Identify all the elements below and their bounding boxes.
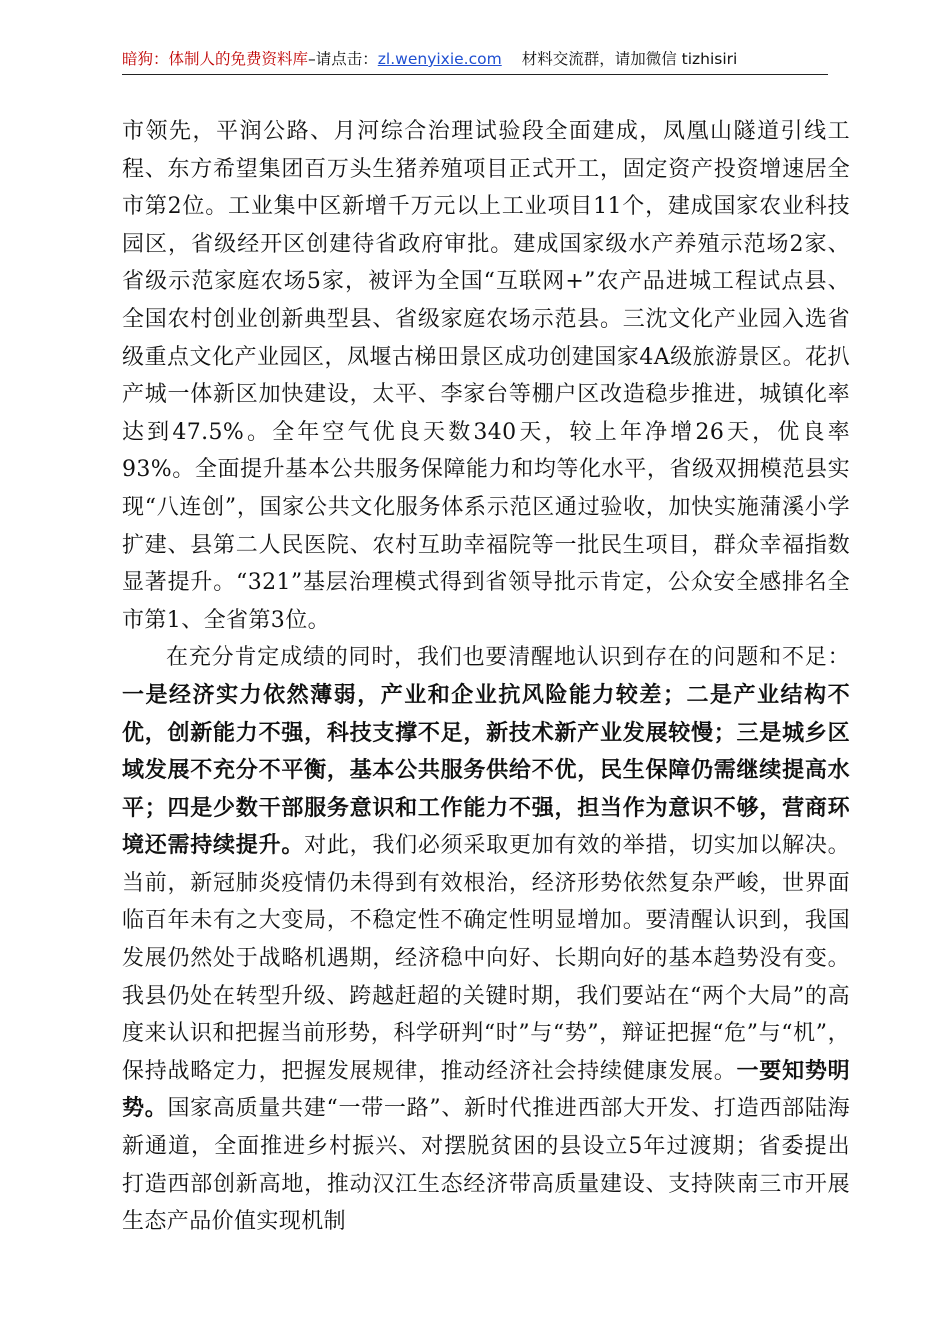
problems-list: 一是经济实力依然薄弱，产业和企业抗风险能力较差；二是产业结构不优，创新能力不强，科技支撑不足，新技术新产业发展较慢；三是城乡区域发展不充分不平衡，基本公共服务供给不优，民生保障仍需继续提高水平；四是少数干部服务意识和工作能力不强，担当作为意识不够，营商环境还需持续提升。 bbox=[122, 681, 850, 859]
section-heading-know-trend: 一要知势明势。 bbox=[122, 1057, 850, 1122]
trend-details: 国家高质量共建“一带一路”、新时代推进西部大开发、打造西部陆海新通道，全面推进乡村振兴、对摆脱贫困的县设立5年过渡期；省委提出打造西部创新高地，推动汉江生态经济带高质量建设、支持陕南三市开展生态产品价值实现机制 bbox=[122, 1096, 850, 1235]
paragraph-problems bbox=[122, 639, 850, 1241]
document-body bbox=[122, 113, 850, 1241]
header-contact: 材料交流群，请加微信 tizhisiri bbox=[521, 50, 738, 68]
header-brand: 暗狗：体制人的免费资料库 bbox=[122, 50, 309, 68]
header-url-link[interactable]: zl.wenyixie.com bbox=[377, 50, 502, 68]
header-prompt: –请点击： bbox=[308, 50, 378, 68]
problems-intro: 在充分肯定成绩的同时，我们也要清醒地认识到存在的问题和不足： bbox=[166, 645, 850, 671]
problems-response: 对此，我们必须采取更加有效的举措，切实加以解决。当前，新冠肺炎疫情仍未得到有效根治，经济形势依然复杂严峻，世界面临百年未有之大变局，不稳定性不确定性明显增加。要清醒认识到，我国发展仍然处于战略机遇期，经济稳中向好、长期向好的基本趋势没有变。我县仍处在转型升级、跨越赶超的关键时期，我们要站在“两个大局”的高度来认识和把握当前形势，科学研判“时”与“势”，辩证把握“危”与“机”，保持战略定力，把握发展规律，推动经济社会持续健康发展。 bbox=[122, 833, 850, 1084]
paragraph-achievements: 市领先，平润公路、月河综合治理试验段全面建成，凤凰山隧道引线工程、东方希望集团百万头生猪养殖项目正式开工，固定资产投资增速居全市第2位。工业集中区新增千万元以上工业项目11个，建成国家农业科技园区，省级经开区创建待省政府审批。建成国家级水产养殖示范场2家、省级示范家庭农场5家，被评为全国“互联网+”农产品进城工程试点县、全国农村创业创新典型县、省级家庭农场示范县。三沈文化产业园入选省级重点文化产业园区，凤堰古梯田景区成功创建国家4A级旅游景区。花扒产城一体新区加快建设，太平、李家台等棚户区改造稳步推进，城镇化率达到47.5%。全年空气优良天数340天，较上年净增26天，优良率93%。全面提升基本公共服务保障能力和均等化水平，省级双拥模范县实现“八连创”，国家公共文化服务体系示范区通过验收，加快实施蒲溪小学扩建、县第二人民医院、农村互助幸福院等一批民生项目，群众幸福指数显著提升。“321”基层治理模式得到省领导批示肯定，公众安全感排名全市第1、全省第3位。 bbox=[122, 119, 850, 633]
page-header bbox=[122, 44, 828, 75]
